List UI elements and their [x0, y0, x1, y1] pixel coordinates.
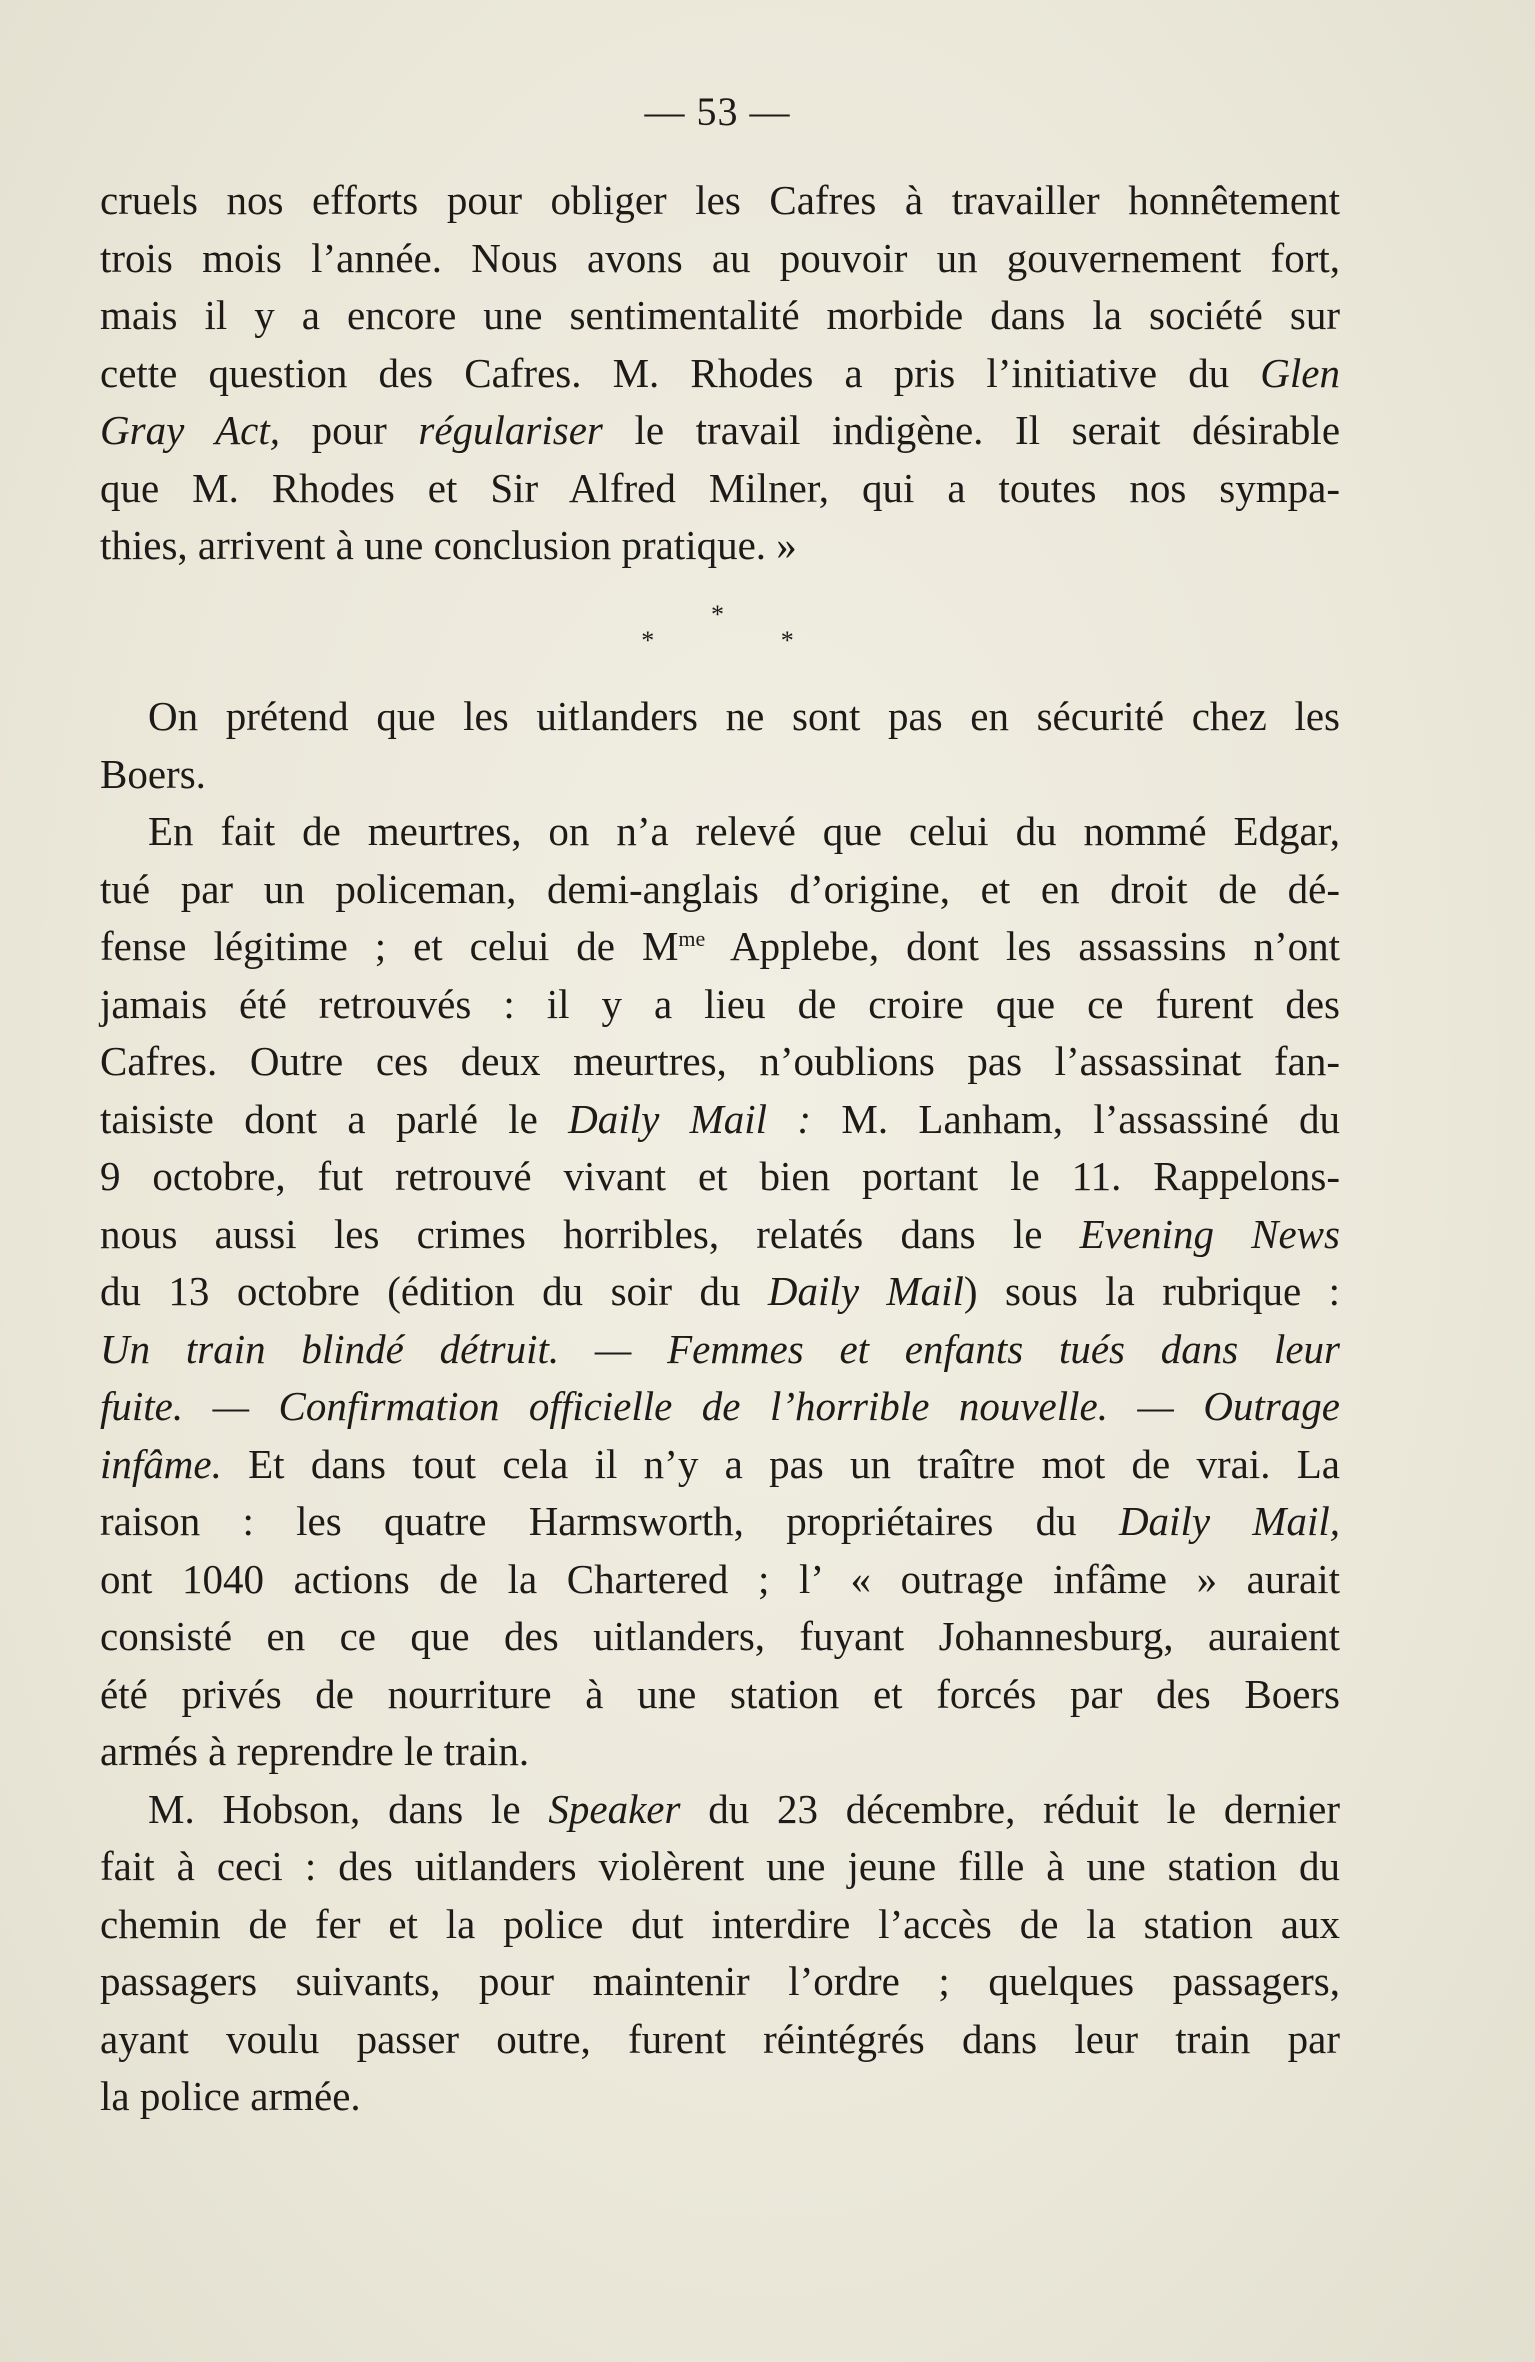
paragraph-quote-end — [100, 172, 1340, 575]
text-run: consisté en ce que des uitlanders, fuyant Johannesburg, auraient — [100, 1613, 1340, 1659]
text-run: été privés de nourriture à une station et forcés par des Boers — [100, 1670, 1340, 1717]
text-line — [100, 1723, 1340, 1781]
text-line — [100, 230, 1340, 288]
superscript: me — [678, 926, 706, 951]
text-line — [100, 1838, 1340, 1896]
text-line — [100, 402, 1340, 460]
text-run: mais il y a encore une sentimentalité morbide dans la société sur — [100, 292, 1340, 338]
text-run: Boers. — [100, 750, 206, 797]
text-line — [100, 1033, 1340, 1091]
text-line — [100, 976, 1340, 1034]
text-run: le travail indigène. Il serait désirable — [602, 407, 1341, 453]
text-line — [100, 803, 1340, 861]
text-line — [100, 1551, 1340, 1609]
text-line — [100, 460, 1340, 518]
text-block-main — [100, 688, 1340, 2126]
text-run: du 23 décembre, réduit le dernier — [680, 1785, 1340, 1832]
italic-run: fuite. — Confirmation officielle de l’horrible nouvelle. — Outrage — [100, 1383, 1340, 1429]
text-run: M. Lanham, l’assassiné du — [811, 1095, 1341, 1142]
text-run: cruels nos efforts pour obliger les Cafres à travailler honnêtement — [100, 177, 1340, 223]
italic-run: Daily Mail, — [1118, 1498, 1340, 1544]
text-run: chemin de fer et la police dut interdire l’accès de la station aux — [100, 1900, 1340, 1947]
text-line — [100, 1148, 1340, 1206]
italic-run: Evening News — [1079, 1210, 1340, 1257]
asterism-bottom: * * — [641, 626, 854, 655]
text-run: fait à ceci : des uitlanders violèrent une jeune fille à une station du — [100, 1843, 1340, 1889]
text-line — [100, 1091, 1340, 1149]
asterism-top: * — [711, 600, 724, 629]
text-run: cette question des Cafres. M. Rhodes a pris l’initiative du — [100, 349, 1261, 396]
text-run: raison : les quatre Harmsworth, propriétaires du — [100, 1498, 1119, 1544]
text-run: fense légitime ; et celui de M — [100, 923, 679, 969]
text-line — [100, 746, 1340, 804]
text-run: nous aussi les crimes horribles, relatés dans le — [100, 1210, 1080, 1257]
text-run: taisiste dont a parlé le — [100, 1095, 569, 1142]
text-run: jamais été retrouvés : il y a lieu de croire que ce furent des — [100, 980, 1340, 1027]
text-line — [100, 287, 1340, 345]
asterism-separator — [0, 602, 1435, 654]
text-run: pour — [280, 407, 419, 453]
text-line — [100, 918, 1340, 976]
text-line — [100, 1896, 1340, 1954]
text-block-top — [100, 172, 1340, 575]
italic-run: infâme. — [100, 1440, 222, 1487]
text-run: 9 octobre, fut retrouvé vivant et bien portant le 11. Rappelons- — [100, 1153, 1340, 1199]
paragraph-uitlanders-security — [100, 688, 1340, 803]
text-run: que M. Rhodes et Sir Alfred Milner, qui a toutes nos sympa- — [100, 464, 1340, 511]
text-line — [100, 345, 1340, 403]
text-run: trois mois l’année. Nous avons au pouvoir un gouvernement fort, — [100, 234, 1340, 281]
text-line — [100, 1666, 1340, 1724]
text-run: du 13 octobre (édition du soir du — [100, 1268, 768, 1314]
paragraph-hobson — [100, 1781, 1340, 2126]
text-line — [100, 517, 1340, 575]
text-run: tué par un policeman, demi-anglais d’origine, et en droit de dé- — [100, 865, 1340, 912]
text-run: ) sous la rubrique : — [963, 1268, 1340, 1314]
text-line — [100, 1321, 1340, 1379]
text-run: Cafres. Outre ces deux meurtres, n’oublions pas l’assassinat fan- — [100, 1038, 1340, 1084]
text-line — [100, 1493, 1340, 1551]
text-run: armés à reprendre le train. — [100, 1728, 530, 1774]
text-run: la police armée. — [100, 2073, 361, 2119]
text-line — [100, 2011, 1340, 2069]
text-line — [100, 2068, 1340, 2126]
italic-run: Speaker — [548, 1785, 681, 1832]
text-run: Applebe, dont les assassins n’ont — [705, 923, 1340, 969]
text-run: Et dans tout cela il n’y a pas un traître mot de vrai. La — [221, 1440, 1340, 1487]
text-line — [100, 172, 1340, 230]
text-run: passagers suivants, pour maintenir l’ordre ; quelques passagers, — [100, 1958, 1340, 2004]
italic-run: Daily Mail : — [568, 1095, 812, 1142]
italic-run: Un train blindé détruit. — Femmes et enfants tués dans leur — [100, 1325, 1340, 1372]
text-line — [100, 1206, 1340, 1264]
text-run: On prétend que les uitlanders ne sont pas en sécurité chez les — [148, 693, 1340, 739]
text-line — [100, 1378, 1340, 1436]
italic-run: Daily Mail — [767, 1268, 964, 1314]
text-run: ont 1040 actions de la Chartered ; l’ « outrage infâme » aurait — [100, 1555, 1340, 1602]
paragraph-murders — [100, 803, 1340, 1781]
text-line — [100, 1781, 1340, 1839]
italic-run: Gray Act, — [100, 407, 281, 453]
text-run: En fait de meurtres, on n’a relevé que celui du nommé Edgar, — [148, 808, 1340, 854]
text-run: thies, arrivent à une conclusion pratique. » — [100, 522, 797, 568]
text-run: M. Hobson, dans le — [148, 1785, 549, 1832]
text-run: ayant voulu passer outre, furent réintégrés dans leur train par — [100, 2015, 1340, 2062]
text-line — [100, 861, 1340, 919]
text-line — [100, 688, 1340, 746]
text-line — [100, 1436, 1340, 1494]
text-line — [100, 1953, 1340, 2011]
italic-run: Glen — [1260, 349, 1340, 396]
italic-run: régulariser — [418, 407, 603, 453]
text-line — [100, 1263, 1340, 1321]
text-line — [100, 1608, 1340, 1666]
page-number: — 53 — — [644, 89, 791, 134]
